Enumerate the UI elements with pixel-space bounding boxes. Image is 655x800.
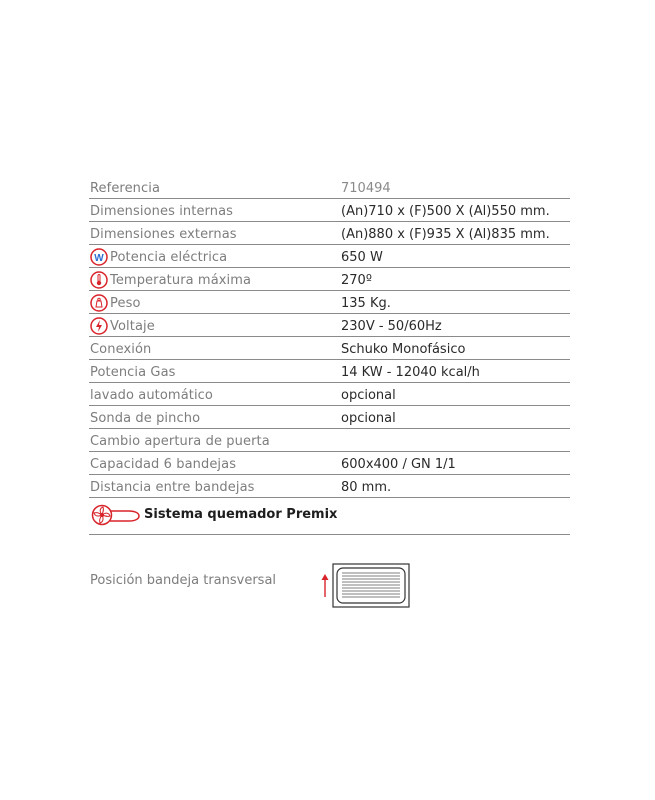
spec-value: 80 mm. — [341, 479, 392, 495]
spec-value: 600x400 / GN 1/1 — [341, 456, 456, 472]
spec-label: Sonda de pincho — [90, 410, 201, 426]
fan-burner-icon — [91, 504, 141, 526]
spec-value: (An)710 x (F)500 X (Al)550 mm. — [341, 203, 550, 219]
spec-label-with-icon — [90, 247, 227, 267]
tray-icon — [332, 563, 410, 608]
spec-row-peso — [89, 291, 570, 314]
spec-value: 230V - 50/60Hz — [341, 318, 442, 334]
spec-row-conexion — [89, 337, 570, 360]
spec-value: 270º — [341, 272, 372, 288]
spec-label-with-icon — [90, 293, 141, 313]
spec-label-with-icon — [90, 316, 155, 336]
spec-label: Conexión — [90, 341, 152, 357]
spec-label: Distancia entre bandejas — [90, 479, 255, 495]
spec-value: 650 W — [341, 249, 383, 265]
tray-position-section — [89, 562, 419, 612]
spec-row-dimensiones-internas — [89, 199, 570, 222]
spec-label-text: Peso — [110, 295, 141, 311]
spec-row-temperatura-maxima — [89, 268, 570, 291]
spec-value: 14 KW - 12040 kcal/h — [341, 364, 480, 380]
premix-row — [89, 498, 570, 535]
spec-value: 135 Kg. — [341, 295, 391, 311]
spec-value: Schuko Monofásico — [341, 341, 466, 357]
spec-label: Capacidad 6 bandejas — [90, 456, 237, 472]
spec-row-referencia — [89, 176, 570, 199]
spec-row-dimensiones-externas — [89, 222, 570, 245]
spec-label-text: Potencia eléctrica — [110, 249, 228, 265]
spec-label: Dimensiones internas — [90, 203, 234, 219]
spec-value: 710494 — [341, 180, 391, 196]
spec-row-capacidad — [89, 452, 570, 475]
spec-row-potencia-electrica — [89, 245, 570, 268]
spec-label: Referencia — [90, 180, 161, 196]
spec-label-with-icon — [90, 270, 251, 290]
spec-row-cambio-apertura — [89, 429, 570, 452]
thermometer-icon — [90, 271, 108, 289]
weight-icon — [90, 294, 108, 312]
spec-label-text: Voltaje — [110, 318, 155, 334]
spec-value: (An)880 x (F)935 X (Al)835 mm. — [341, 226, 550, 242]
spec-label: Dimensiones externas — [90, 226, 237, 242]
spec-label: Cambio apertura de puerta — [90, 433, 270, 449]
spec-value: opcional — [341, 387, 396, 403]
spec-label: Potencia Gas — [90, 364, 176, 380]
spec-row-voltaje — [89, 314, 570, 337]
up-arrow-icon — [319, 572, 331, 598]
spec-row-potencia-gas — [89, 360, 570, 383]
spec-label: lavado automático — [90, 387, 213, 403]
spec-row-lavado-automatico — [89, 383, 570, 406]
svg-text:W: W — [94, 253, 104, 264]
tray-position-label: Posición bandeja transversal — [90, 573, 277, 588]
premix-label: Sistema quemador Premix — [144, 506, 338, 522]
power-w-icon — [90, 248, 108, 266]
specs-table — [89, 176, 570, 535]
lightning-icon — [90, 317, 108, 335]
spec-row-distancia — [89, 475, 570, 498]
spec-row-sonda-de-pincho — [89, 406, 570, 429]
spec-value: opcional — [341, 410, 396, 426]
spec-label-text: Temperatura máxima — [110, 272, 252, 288]
